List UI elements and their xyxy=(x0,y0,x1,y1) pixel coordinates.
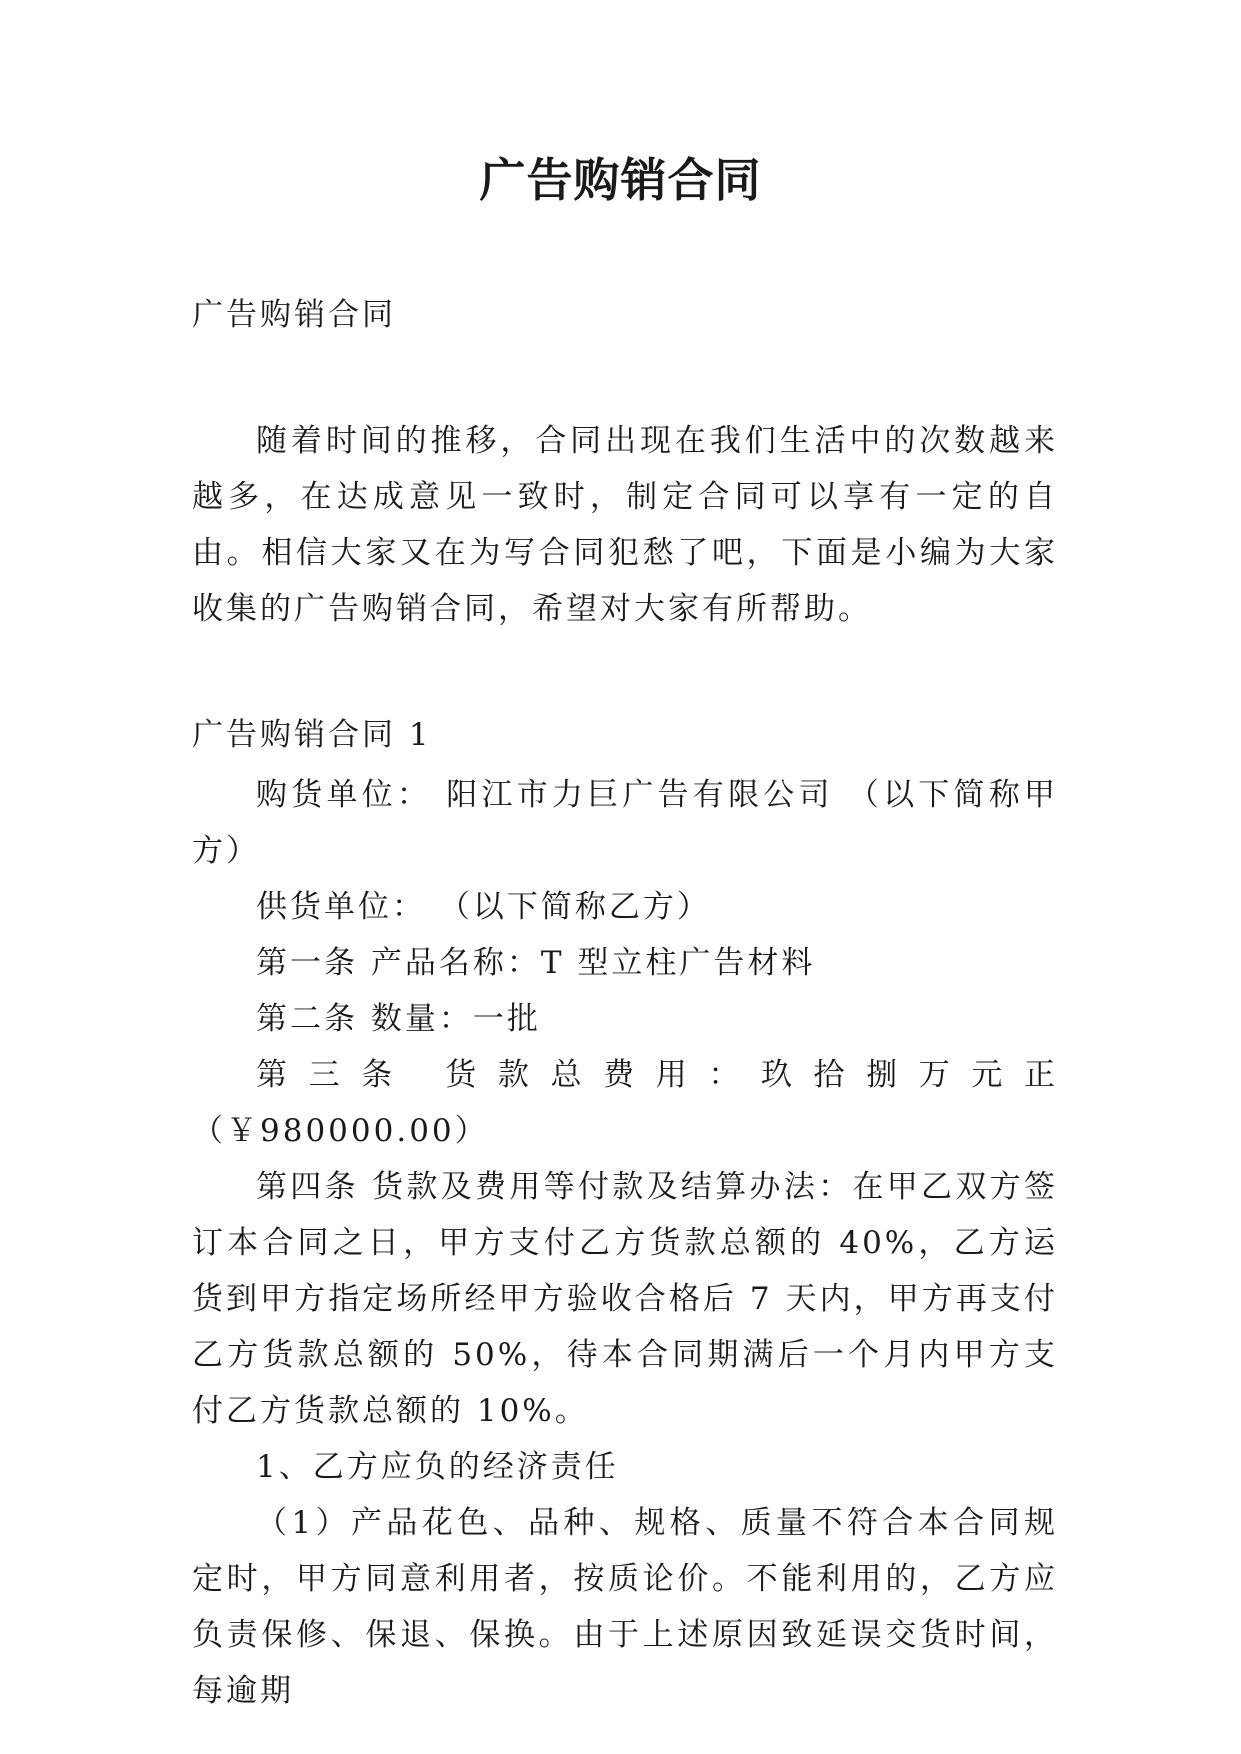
article-3: 第三条 货款总费用：玖拾捌万元正（￥980000.00） xyxy=(192,1057,1058,1149)
document-title: 广告购销合同 xyxy=(479,153,762,207)
supplier-line: 供货单位： （以下简称乙方） xyxy=(256,889,711,925)
clause-1-item-1: （1）产品花色、品种、规格、质量不符合本合同规定时，甲方同意利用者，按质论价。不能利用的，乙方应负责保修、保退、保换。由于上述原因致延误交货时间，每逾期 xyxy=(192,1505,1058,1709)
buyer-line: 购货单位： 阳江市力巨广告有限公司 （以下简称甲方） xyxy=(192,777,1058,869)
clause-1-heading: 1、乙方应负的经济责任 xyxy=(256,1449,619,1485)
article-4: 第四条 货款及费用等付款及结算办法：在甲乙双方签订本合同之日，甲方支付乙方货款总额的 40%，乙方运货到甲方指定场所经甲方验收合格后 7 天内，甲方再支付乙方货款总额的 50%，待本合同期满后一个月内甲方支付乙方货款总额的 10%。 xyxy=(192,1169,1058,1429)
document-body xyxy=(192,287,1058,1719)
article-1: 第一条 产品名称：T 型立柱广告材料 xyxy=(256,945,816,981)
subtitle: 广告购销合同 xyxy=(192,297,396,333)
article-2: 第二条 数量：一批 xyxy=(256,1001,541,1037)
intro-paragraph: 随着时间的推移，合同出现在我们生活中的次数越来越多，在达成意见一致时，制定合同可以享有一定的自由。相信大家又在为写合同犯愁了吧，下面是小编为大家收集的广告购销合同，希望对大家有所帮助。 xyxy=(192,423,1058,627)
contract-heading: 广告购销合同 1 xyxy=(192,717,432,753)
